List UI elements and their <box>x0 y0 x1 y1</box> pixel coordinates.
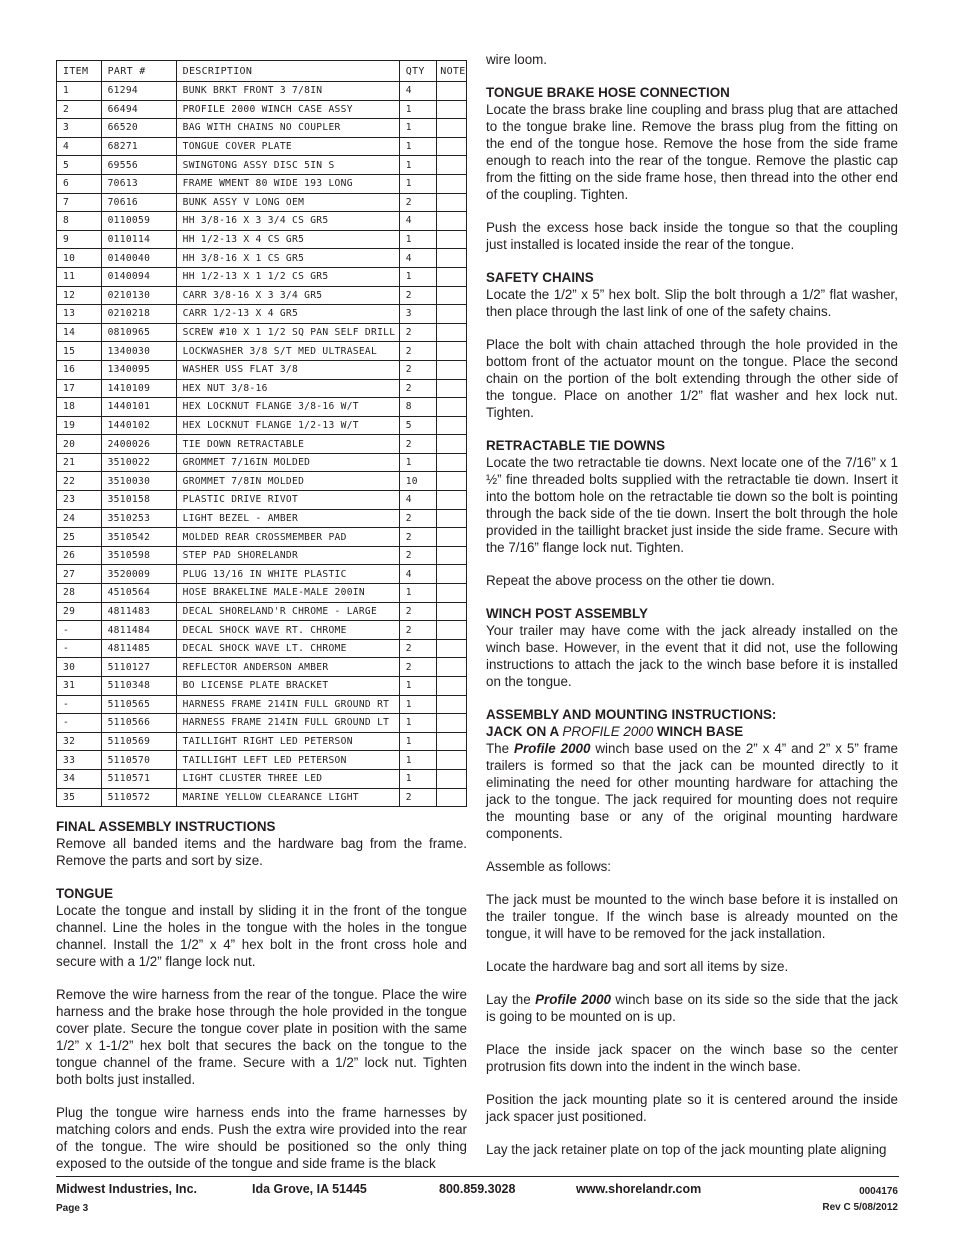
cell-item: 26 <box>57 546 102 565</box>
cell-item: 5 <box>57 156 102 175</box>
cell-item: 15 <box>57 342 102 361</box>
cell-qty: 2 <box>399 788 437 807</box>
cell-item: 23 <box>57 491 102 510</box>
tie-downs-paragraph-1: Locate the two retractable tie downs. Next locate one of the 7/16” x 1 ½” fine threaded bolts supplied with the retractable tie down. Insert it into the bottom hole on the retractable tie down so the bolt is pointing through the back side of the tie down. Insert the bolt through the hole provided in the taillight bracket just inside the side frame. Secure with the 7/16” flange lock nut. Tighten. <box>486 455 898 555</box>
cell-item: 2 <box>57 100 102 119</box>
table-row <box>57 249 467 268</box>
table-row <box>57 286 467 305</box>
final-assembly-text: Remove all banded items and the hardware bag from the frame. Remove the parts and sort by size. <box>56 836 467 868</box>
cell-note <box>437 416 467 435</box>
cell-qty: 1 <box>399 584 437 603</box>
cell-qty: 2 <box>399 639 437 658</box>
cell-item: 7 <box>57 193 102 212</box>
cell-item: 31 <box>57 677 102 696</box>
cell-part: 61294 <box>101 82 176 101</box>
cell-description: WASHER USS FLAT 3/8 <box>176 360 399 379</box>
jack-heading-c: WINCH BASE <box>653 724 744 739</box>
cell-part: 4811484 <box>101 621 176 640</box>
cell-note <box>437 267 467 286</box>
cell-note <box>437 714 467 733</box>
spacer-paragraph: Place the inside jack spacer on the winch base so the center protrusion fits down into the indent in the winch base. <box>486 1042 898 1074</box>
cell-item: - <box>57 621 102 640</box>
cell-item: 25 <box>57 528 102 547</box>
cell-description: GROMMET 7/8IN MOLDED <box>176 472 399 491</box>
winch-post-heading: WINCH POST ASSEMBLY <box>486 606 648 621</box>
cell-qty: 10 <box>399 472 437 491</box>
cell-part: 1340095 <box>101 360 176 379</box>
table-row <box>57 546 467 565</box>
cell-item: 21 <box>57 453 102 472</box>
cell-qty: 2 <box>399 528 437 547</box>
cell-qty: 4 <box>399 212 437 231</box>
header-part: PART # <box>101 61 176 82</box>
cell-qty: 1 <box>399 695 437 714</box>
table-row <box>57 714 467 733</box>
cell-qty: 1 <box>399 267 437 286</box>
tongue-paragraph-3: Plug the tongue wire harness ends into the frame harnesses by matching colors and ends. Push the extra wire provided into the rear of the tongue. The wire should be positioned so the only thing exposed to the outside of the tongue and side frame is the black <box>56 1105 467 1171</box>
cell-part: 70613 <box>101 174 176 193</box>
table-row <box>57 230 467 249</box>
safety-chains-heading: SAFETY CHAINS <box>486 270 594 285</box>
cell-item: - <box>57 639 102 658</box>
cell-part: 0210218 <box>101 305 176 324</box>
cell-description: SCREW #10 X 1 1/2 SQ PAN SELF DRILL <box>176 323 399 342</box>
jack-paragraph-2: Locate the hardware bag and sort all items by size. <box>486 959 789 974</box>
brake-hose-heading: TONGUE BRAKE HOSE CONNECTION <box>486 85 730 100</box>
cell-item: 3 <box>57 119 102 138</box>
cell-qty: 2 <box>399 509 437 528</box>
table-row <box>57 323 467 342</box>
table-row <box>57 677 467 696</box>
cell-description: TIE DOWN RETRACTABLE <box>176 435 399 454</box>
cell-description: CARR 1/2-13 X 4 GR5 <box>176 305 399 324</box>
header-qty: QTY <box>399 61 437 82</box>
cell-note <box>437 212 467 231</box>
footer-company: Midwest Industries, Inc. <box>56 1182 197 1196</box>
cell-note <box>437 788 467 807</box>
cell-item: 6 <box>57 174 102 193</box>
table-header-row <box>57 61 467 82</box>
cell-note <box>437 323 467 342</box>
cell-qty: 1 <box>399 119 437 138</box>
cell-description: HEX LOCKNUT FLANGE 1/2-13 W/T <box>176 416 399 435</box>
cell-qty: 2 <box>399 323 437 342</box>
cell-note <box>437 249 467 268</box>
tie-downs-paragraph-2: Repeat the above process on the other tie down. <box>486 573 775 588</box>
cell-description: HH 1/2-13 X 4 CS GR5 <box>176 230 399 249</box>
cell-note <box>437 305 467 324</box>
cell-qty: 1 <box>399 732 437 751</box>
table-row <box>57 416 467 435</box>
cell-description: LIGHT BEZEL - AMBER <box>176 509 399 528</box>
cell-qty: 1 <box>399 714 437 733</box>
cell-part: 3510253 <box>101 509 176 528</box>
header-item: ITEM <box>57 61 102 82</box>
cell-qty: 1 <box>399 156 437 175</box>
cell-description: DECAL SHOCK WAVE RT. CHROME <box>176 621 399 640</box>
tongue-paragraph-1: Locate the tongue and install by sliding it in the front of the tongue channel. Line the holes in the tongue with the holes in the tongue channel. Install the 1/2” x 4” hex bolt in the front cross hole and secure with a 1/2” flange lock nut. <box>56 903 467 969</box>
cell-description: HARNESS FRAME 214IN FULL GROUND LT <box>176 714 399 733</box>
cell-item: 1 <box>57 82 102 101</box>
cell-part: 5110566 <box>101 714 176 733</box>
table-row <box>57 491 467 510</box>
cell-description: MOLDED REAR CROSSMEMBER PAD <box>176 528 399 547</box>
cell-qty: 2 <box>399 435 437 454</box>
cell-note <box>437 751 467 770</box>
cell-part: 0810965 <box>101 323 176 342</box>
footer-divider <box>56 1176 899 1177</box>
table-row <box>57 174 467 193</box>
cell-item: 17 <box>57 379 102 398</box>
cell-qty: 2 <box>399 379 437 398</box>
position-paragraph: Position the jack mounting plate so it is centered around the inside jack spacer just positioned. <box>486 1092 898 1124</box>
table-row <box>57 82 467 101</box>
cell-part: 4811483 <box>101 602 176 621</box>
cell-part: 5110570 <box>101 751 176 770</box>
cell-part: 2400026 <box>101 435 176 454</box>
cell-part: 70616 <box>101 193 176 212</box>
table-row <box>57 267 467 286</box>
cell-description: HH 1/2-13 X 1 1/2 CS GR5 <box>176 267 399 286</box>
cell-note <box>437 156 467 175</box>
cell-item: 34 <box>57 769 102 788</box>
table-row <box>57 435 467 454</box>
winch-post-paragraph: Your trailer may have come with the jack already installed on the winch base. However, in the event that it did not, use the following instructions to attach the jack to the winch base before it is installed on the tongue. <box>486 623 898 689</box>
cell-item: 11 <box>57 267 102 286</box>
cell-description: TAILLIGHT RIGHT LED PETERSON <box>176 732 399 751</box>
cell-note <box>437 602 467 621</box>
lay-text-c: winch base on its side so the side that the jack is going to be mounted on is up. <box>486 992 898 1024</box>
jack-heading-a: JACK ON A <box>486 724 563 739</box>
cell-part: 5110127 <box>101 658 176 677</box>
cell-note <box>437 82 467 101</box>
right-column <box>486 51 898 1174</box>
cell-item: 4 <box>57 137 102 156</box>
table-row <box>57 156 467 175</box>
cell-qty: 2 <box>399 546 437 565</box>
cell-note <box>437 509 467 528</box>
table-row <box>57 137 467 156</box>
cell-qty: 2 <box>399 360 437 379</box>
cell-part: 1440101 <box>101 398 176 417</box>
table-row <box>57 528 467 547</box>
cell-part: 3510022 <box>101 453 176 472</box>
final-assembly-heading: FINAL ASSEMBLY INSTRUCTIONS <box>56 819 276 834</box>
cell-part: 66520 <box>101 119 176 138</box>
cell-qty: 5 <box>399 416 437 435</box>
cell-note <box>437 453 467 472</box>
cell-note <box>437 119 467 138</box>
assembly-mounting-heading: ASSEMBLY AND MOUNTING INSTRUCTIONS: <box>486 707 777 722</box>
cell-item: 12 <box>57 286 102 305</box>
cell-description: LOCKWASHER 3/8 S/T MED ULTRASEAL <box>176 342 399 361</box>
cell-part: 5110571 <box>101 769 176 788</box>
cell-qty: 1 <box>399 677 437 696</box>
cell-description: PLUG 13/16 IN WHITE PLASTIC <box>176 565 399 584</box>
table-row <box>57 193 467 212</box>
cell-part: 3510542 <box>101 528 176 547</box>
table-row <box>57 639 467 658</box>
table-row <box>57 119 467 138</box>
table-row <box>57 584 467 603</box>
cell-description: DECAL SHOCK WAVE LT. CHROME <box>176 639 399 658</box>
cell-item: 10 <box>57 249 102 268</box>
cell-note <box>437 769 467 788</box>
header-note: NOTE <box>437 61 467 82</box>
cell-qty: 1 <box>399 769 437 788</box>
cell-description: HARNESS FRAME 214IN FULL GROUND RT <box>176 695 399 714</box>
cell-note <box>437 398 467 417</box>
cell-note <box>437 193 467 212</box>
cell-note <box>437 174 467 193</box>
cell-qty: 1 <box>399 137 437 156</box>
table-row <box>57 751 467 770</box>
cell-part: 3510158 <box>101 491 176 510</box>
brake-hose-paragraph-1: Locate the brass brake line coupling and brass plug that are attached to the tongue brake line. Remove the brass plug from the fitting on the end of the tongue hose. Remove the hose from the side frame enough to reach into the rear of the tongue. Remove the plastic cap from the fitting on the side frame hose, then thread into the other end of the coupling. Tighten. <box>486 102 898 202</box>
cell-part: 0110059 <box>101 212 176 231</box>
cell-note <box>437 379 467 398</box>
jack-heading-b: PROFILE 2000 <box>562 724 654 739</box>
footer-city: Ida Grove, IA 51445 <box>252 1182 367 1196</box>
cell-description: BUNK ASSY V LONG OEM <box>176 193 399 212</box>
lay-text-a: Lay the <box>486 992 536 1007</box>
footer-doc-number: 0004176 <box>859 1186 898 1197</box>
cell-description: DECAL SHORELAND'R CHROME - LARGE <box>176 602 399 621</box>
cell-note <box>437 230 467 249</box>
cell-qty: 2 <box>399 658 437 677</box>
cell-note <box>437 695 467 714</box>
cell-qty: 4 <box>399 82 437 101</box>
cell-description: FRAME WMENT 80 WIDE 193 LONG <box>176 174 399 193</box>
cell-item: - <box>57 695 102 714</box>
cell-qty: 1 <box>399 174 437 193</box>
profile-text-b: Profile 2000 <box>514 741 591 756</box>
table-row <box>57 658 467 677</box>
cell-part: 68271 <box>101 137 176 156</box>
tongue-paragraph-2: Remove the wire harness from the rear of the tongue. Place the wire harness and the brake hose through the hole provided in the tongue cover plate. Secure the tongue cover plate in position with the same 1/2” x 1-1/2” hex bolt that secures the back on the tongue to the tongue channel of the frame. Secure with a 1/2” lock nut. Tighten both bolts just installed. <box>56 987 467 1087</box>
cell-description: SWINGTONG ASSY DISC 5IN S <box>176 156 399 175</box>
jack-paragraph-1: The jack must be mounted to the winch base before it is installed on the trailer tongue. If the winch base is already mounted on the tongue, it will have to be removed for the jack installation. <box>486 892 898 941</box>
cell-part: 5110565 <box>101 695 176 714</box>
table-row <box>57 621 467 640</box>
cell-description: PLASTIC DRIVE RIVOT <box>176 491 399 510</box>
cell-note <box>437 435 467 454</box>
cell-qty: 1 <box>399 230 437 249</box>
cell-note <box>437 528 467 547</box>
table-row <box>57 769 467 788</box>
jack-profile-heading <box>486 723 898 740</box>
cell-part: 1440102 <box>101 416 176 435</box>
footer-phone: 800.859.3028 <box>439 1182 516 1196</box>
cell-part: 5110572 <box>101 788 176 807</box>
cell-qty: 3 <box>399 305 437 324</box>
table-row <box>57 100 467 119</box>
cell-note <box>437 472 467 491</box>
cell-part: 0140040 <box>101 249 176 268</box>
table-row <box>57 360 467 379</box>
cell-description: REFLECTOR ANDERSON AMBER <box>176 658 399 677</box>
cell-item: 9 <box>57 230 102 249</box>
cell-part: 3520009 <box>101 565 176 584</box>
cell-description: PROFILE 2000 WINCH CASE ASSY <box>176 100 399 119</box>
brake-hose-paragraph-2: Push the excess hose back inside the tongue so that the coupling just installed is located inside the rear of the tongue. <box>486 220 898 252</box>
profile-paragraph <box>486 740 898 842</box>
header-description: DESCRIPTION <box>176 61 399 82</box>
cell-qty: 8 <box>399 398 437 417</box>
cell-qty: 1 <box>399 453 437 472</box>
profile-text-a: The <box>486 741 515 756</box>
assemble-follows-text: Assemble as follows: <box>486 859 612 874</box>
cell-item: 16 <box>57 360 102 379</box>
cell-description: HEX NUT 3/8-16 <box>176 379 399 398</box>
cell-description: LIGHT CLUSTER THREE LED <box>176 769 399 788</box>
table-row <box>57 472 467 491</box>
cell-part: 1410109 <box>101 379 176 398</box>
lay-text-b: Profile 2000 <box>535 992 611 1007</box>
cell-qty: 2 <box>399 193 437 212</box>
table-row <box>57 565 467 584</box>
cell-description: HOSE BRAKELINE MALE-MALE 200IN <box>176 584 399 603</box>
cell-part: 3510030 <box>101 472 176 491</box>
cell-note <box>437 546 467 565</box>
safety-chains-paragraph-2: Place the bolt with chain attached through the hole provided in the bottom front of the actuator mount on the tongue. Place the second chain on the portion of the bolt extending through the other side of the tongue. Place on another 1/2” flat washer and hex lock nut. Tighten. <box>486 337 898 420</box>
wire-loom-text: wire loom. <box>486 52 548 67</box>
cell-part: 5110348 <box>101 677 176 696</box>
cell-item: 32 <box>57 732 102 751</box>
table-row <box>57 379 467 398</box>
table-row <box>57 305 467 324</box>
cell-qty: 4 <box>399 491 437 510</box>
cell-description: GROMMET 7/16IN MOLDED <box>176 453 399 472</box>
left-column <box>56 818 467 1188</box>
cell-note <box>437 639 467 658</box>
cell-item: 35 <box>57 788 102 807</box>
cell-item: 28 <box>57 584 102 603</box>
table-row <box>57 732 467 751</box>
cell-description: TAILLIGHT LEFT LED PETERSON <box>176 751 399 770</box>
cell-description: STEP PAD SHORELANDR <box>176 546 399 565</box>
parts-table <box>56 60 467 807</box>
cell-description: BAG WITH CHAINS NO COUPLER <box>176 119 399 138</box>
cell-description: HEX LOCKNUT FLANGE 3/8-16 W/T <box>176 398 399 417</box>
cell-qty: 1 <box>399 751 437 770</box>
footer-page-number: Page 3 <box>56 1203 89 1214</box>
cell-part: 4510564 <box>101 584 176 603</box>
parts-table-body <box>57 82 467 807</box>
cell-qty: 2 <box>399 286 437 305</box>
cell-description: MARINE YELLOW CLEARANCE LIGHT <box>176 788 399 807</box>
cell-note <box>437 491 467 510</box>
cell-part: 1340030 <box>101 342 176 361</box>
footer-website: www.shorelandr.com <box>576 1182 702 1196</box>
cell-note <box>437 677 467 696</box>
cell-item: 8 <box>57 212 102 231</box>
cell-item: - <box>57 714 102 733</box>
cell-description: CARR 3/8-16 X 3 3/4 GR5 <box>176 286 399 305</box>
lay-winch-paragraph <box>486 991 898 1025</box>
table-row <box>57 212 467 231</box>
cell-item: 22 <box>57 472 102 491</box>
cell-note <box>437 584 467 603</box>
cell-note <box>437 342 467 361</box>
cell-note <box>437 137 467 156</box>
cell-part: 66494 <box>101 100 176 119</box>
cell-part: 69556 <box>101 156 176 175</box>
cell-part: 0110114 <box>101 230 176 249</box>
cell-qty: 4 <box>399 249 437 268</box>
retainer-paragraph: Lay the jack retainer plate on top of the jack mounting plate aligning <box>486 1142 887 1157</box>
cell-note <box>437 286 467 305</box>
cell-item: 30 <box>57 658 102 677</box>
cell-item: 18 <box>57 398 102 417</box>
cell-part: 4811485 <box>101 639 176 658</box>
table-row <box>57 453 467 472</box>
cell-description: HH 3/8-16 X 1 CS GR5 <box>176 249 399 268</box>
cell-description: HH 3/8-16 X 3 3/4 CS GR5 <box>176 212 399 231</box>
cell-note <box>437 565 467 584</box>
cell-part: 0140094 <box>101 267 176 286</box>
table-row <box>57 509 467 528</box>
tie-downs-heading: RETRACTABLE TIE DOWNS <box>486 438 666 453</box>
cell-description: TONGUE COVER PLATE <box>176 137 399 156</box>
cell-item: 27 <box>57 565 102 584</box>
tongue-heading: TONGUE <box>56 886 114 901</box>
cell-part: 5110569 <box>101 732 176 751</box>
cell-item: 33 <box>57 751 102 770</box>
cell-description: BUNK BRKT FRONT 3 7/8IN <box>176 82 399 101</box>
cell-part: 3510598 <box>101 546 176 565</box>
cell-item: 19 <box>57 416 102 435</box>
cell-note <box>437 100 467 119</box>
cell-qty: 4 <box>399 565 437 584</box>
table-row <box>57 398 467 417</box>
cell-qty: 1 <box>399 100 437 119</box>
table-row <box>57 602 467 621</box>
footer-revision: Rev C 5/08/2012 <box>822 1202 898 1213</box>
table-row <box>57 788 467 807</box>
profile-text-c: winch base used on the 2” x 4” and 2” x 5” frame trailers is formed so that the jack can be mounted directly to it eliminating the need for other mounting hardware for attaching the jack to the tongue. The jack required for mounting does not require the mounting base or any of the original mounting hardware components. <box>486 741 898 841</box>
cell-part: 0210130 <box>101 286 176 305</box>
cell-item: 29 <box>57 602 102 621</box>
cell-note <box>437 732 467 751</box>
cell-item: 24 <box>57 509 102 528</box>
cell-qty: 2 <box>399 621 437 640</box>
cell-item: 20 <box>57 435 102 454</box>
table-row <box>57 342 467 361</box>
table-row <box>57 695 467 714</box>
cell-qty: 2 <box>399 602 437 621</box>
cell-item: 14 <box>57 323 102 342</box>
cell-item: 13 <box>57 305 102 324</box>
safety-chains-paragraph-1: Locate the 1/2” x 5” hex bolt. Slip the bolt through a 1/2” flat washer, then place through the last link of one of the safety chains. <box>486 287 898 319</box>
cell-description: BO LICENSE PLATE BRACKET <box>176 677 399 696</box>
cell-note <box>437 658 467 677</box>
cell-note <box>437 360 467 379</box>
cell-note <box>437 621 467 640</box>
cell-qty: 2 <box>399 342 437 361</box>
